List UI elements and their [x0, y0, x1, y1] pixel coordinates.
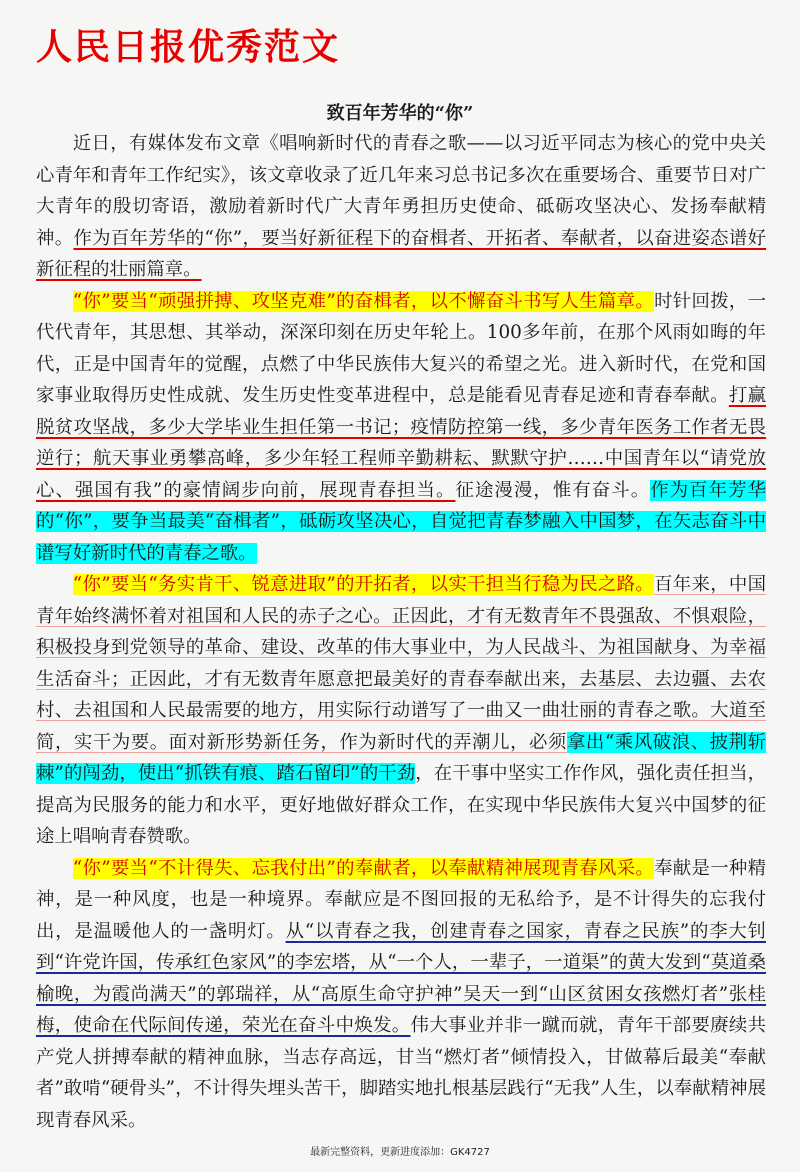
article-title: 致百年芳华的“你” — [326, 103, 474, 124]
p2-underlined-text: 打赢脱贫攻坚战，多少大学毕业生担任第一书记；疫情防控第一线，多少青年医务工作者无畏逆行；航天事业勇攀高峰，多少年轻工程师辛勤耕耘、默默守护……中国青年以“请党放心、强国有我”的豪情阔步向前，展现青春担当。 — [36, 385, 766, 501]
p3-text-1: 百年来，中国青年始终满怀着对祖国和人民的赤子之心。正因此，才有无数青年不畏强敌、不惧艰险，积极投身到党领导的革命、建设、改革的伟大事业中，为人民战斗、为祖国献身、为幸福生活奋斗；正因此，才有无数青年愿意把最美好的青春奉献出来，去基层、去边疆、去农村、去祖国和人民最需要的地方，用实际行动谱写了一曲又一曲壮丽的青春之歌。大道至简，实干为要。面对新形势新任务，作为新时代的弄潮儿，必须 — [36, 574, 766, 753]
p3-text-2: ，在干事中坚实工作作风，强化责任担当，提高为民服务的能力和水平，更好地做好群众工作，在实现中华民族伟大复兴中国梦的征途上唱响青春赞歌。 — [36, 763, 766, 847]
paragraph-2 — [36, 286, 766, 570]
paragraph-1 — [36, 128, 766, 286]
p4-underlined-text: 从“以青春之我，创建青春之国家，青春之民族”的李大钊到“许党许国，传承红色家风”的李宏塔，从“一个人，一辈子，一道渠”的黄大发到“莫道桑榆晚，为霞尚满天”的郭瑞祥，从“高原生命守护神”吴天一到“山区贫困女孩燃灯者”张桂梅，使命在代际间传递，荣光在奋斗中焕发。 — [36, 920, 766, 1036]
p3-highlight-heading: “你”要当“务实肯干、锐意进取”的开拓者，以实干担当行稳为民之路。 — [72, 574, 655, 595]
paragraph-4 — [36, 853, 766, 1137]
p4-text-2: 伟大事业并非一蹴而就，青年干部要赓续共产党人拼搏奉献的精神血脉，当志存高远，甘当“燃灯者”倾情投入，甘做幕后最美“奉献者”敢啃“硬骨头”，不计得失埋头苦干，脚踏实地扎根基层践行“无我”人生，以奉献精神展现青春风采。 — [36, 1015, 766, 1131]
article-body — [36, 128, 766, 1136]
page-footer: 最新完整资料，更新进度添加：GK4727 — [310, 1147, 490, 1158]
p4-text-1: 奉献是一种精神，是一种风度，也是一种境界。奉献应是不图回报的无私给予，是不计得失的忘我付出，是温暖他人的一盏明灯。 — [36, 857, 766, 942]
p2-text-2: 征途漫漫，惟有奋斗。 — [455, 479, 651, 501]
paragraph-3 — [36, 569, 766, 853]
p1-text: 近日，有媒体发布文章《唱响新时代的青春之歌——以习近平同志为核心的党中央关心青年和青年工作纪实》，该文章收录了近几年来习总书记多次在重要场合、重要节日对广大青年的殷切寄语，激励着新时代广大青年勇担历史使命、砥砺攻坚决心、发扬奉献精神。 — [36, 133, 766, 249]
p2-text-1: 时针回拨，一代代青年，其思想、其举动，深深印刻在历史年轮上。100多年前，在那个风雨如晦的年代，正是中国青年的觉醒，点燃了中华民族伟大复兴的希望之光。进入新时代，在党和国家事业取得历史性成就、发生历史性变革进程中，总是能看见青春足迹和青春奉献。 — [36, 290, 766, 406]
p3-cyan-highlight: 拿出“乘风破浪、披荆斩棘”的闯劲，使出“抓铁有痕、踏石留印”的干劲 — [36, 731, 766, 784]
page-header-title: 人民日报优秀范文 — [36, 27, 341, 68]
p4-highlight-heading: “你”要当“不计得失、忘我付出”的奉献者，以奉献精神展现青春风采。 — [72, 857, 655, 879]
p1-underlined-text: 作为百年芳华的“你”，要当好新征程下的奋楫者、开拓者、奉献者，以奋进姿态谱好新征程的壮丽篇章。 — [36, 227, 766, 280]
p2-highlight-heading: “你”要当“顽强拼搏、攻坚克难”的奋楫者，以不懈奋斗书写人生篇章。 — [72, 290, 655, 312]
p2-cyan-highlight: 作为百年芳华的“你”，要争当最美“奋楫者”，砥砺攻坚决心，自觉把青春梦融入中国梦，在矢志奋斗中谱写好新时代的青春之歌。 — [36, 479, 766, 564]
